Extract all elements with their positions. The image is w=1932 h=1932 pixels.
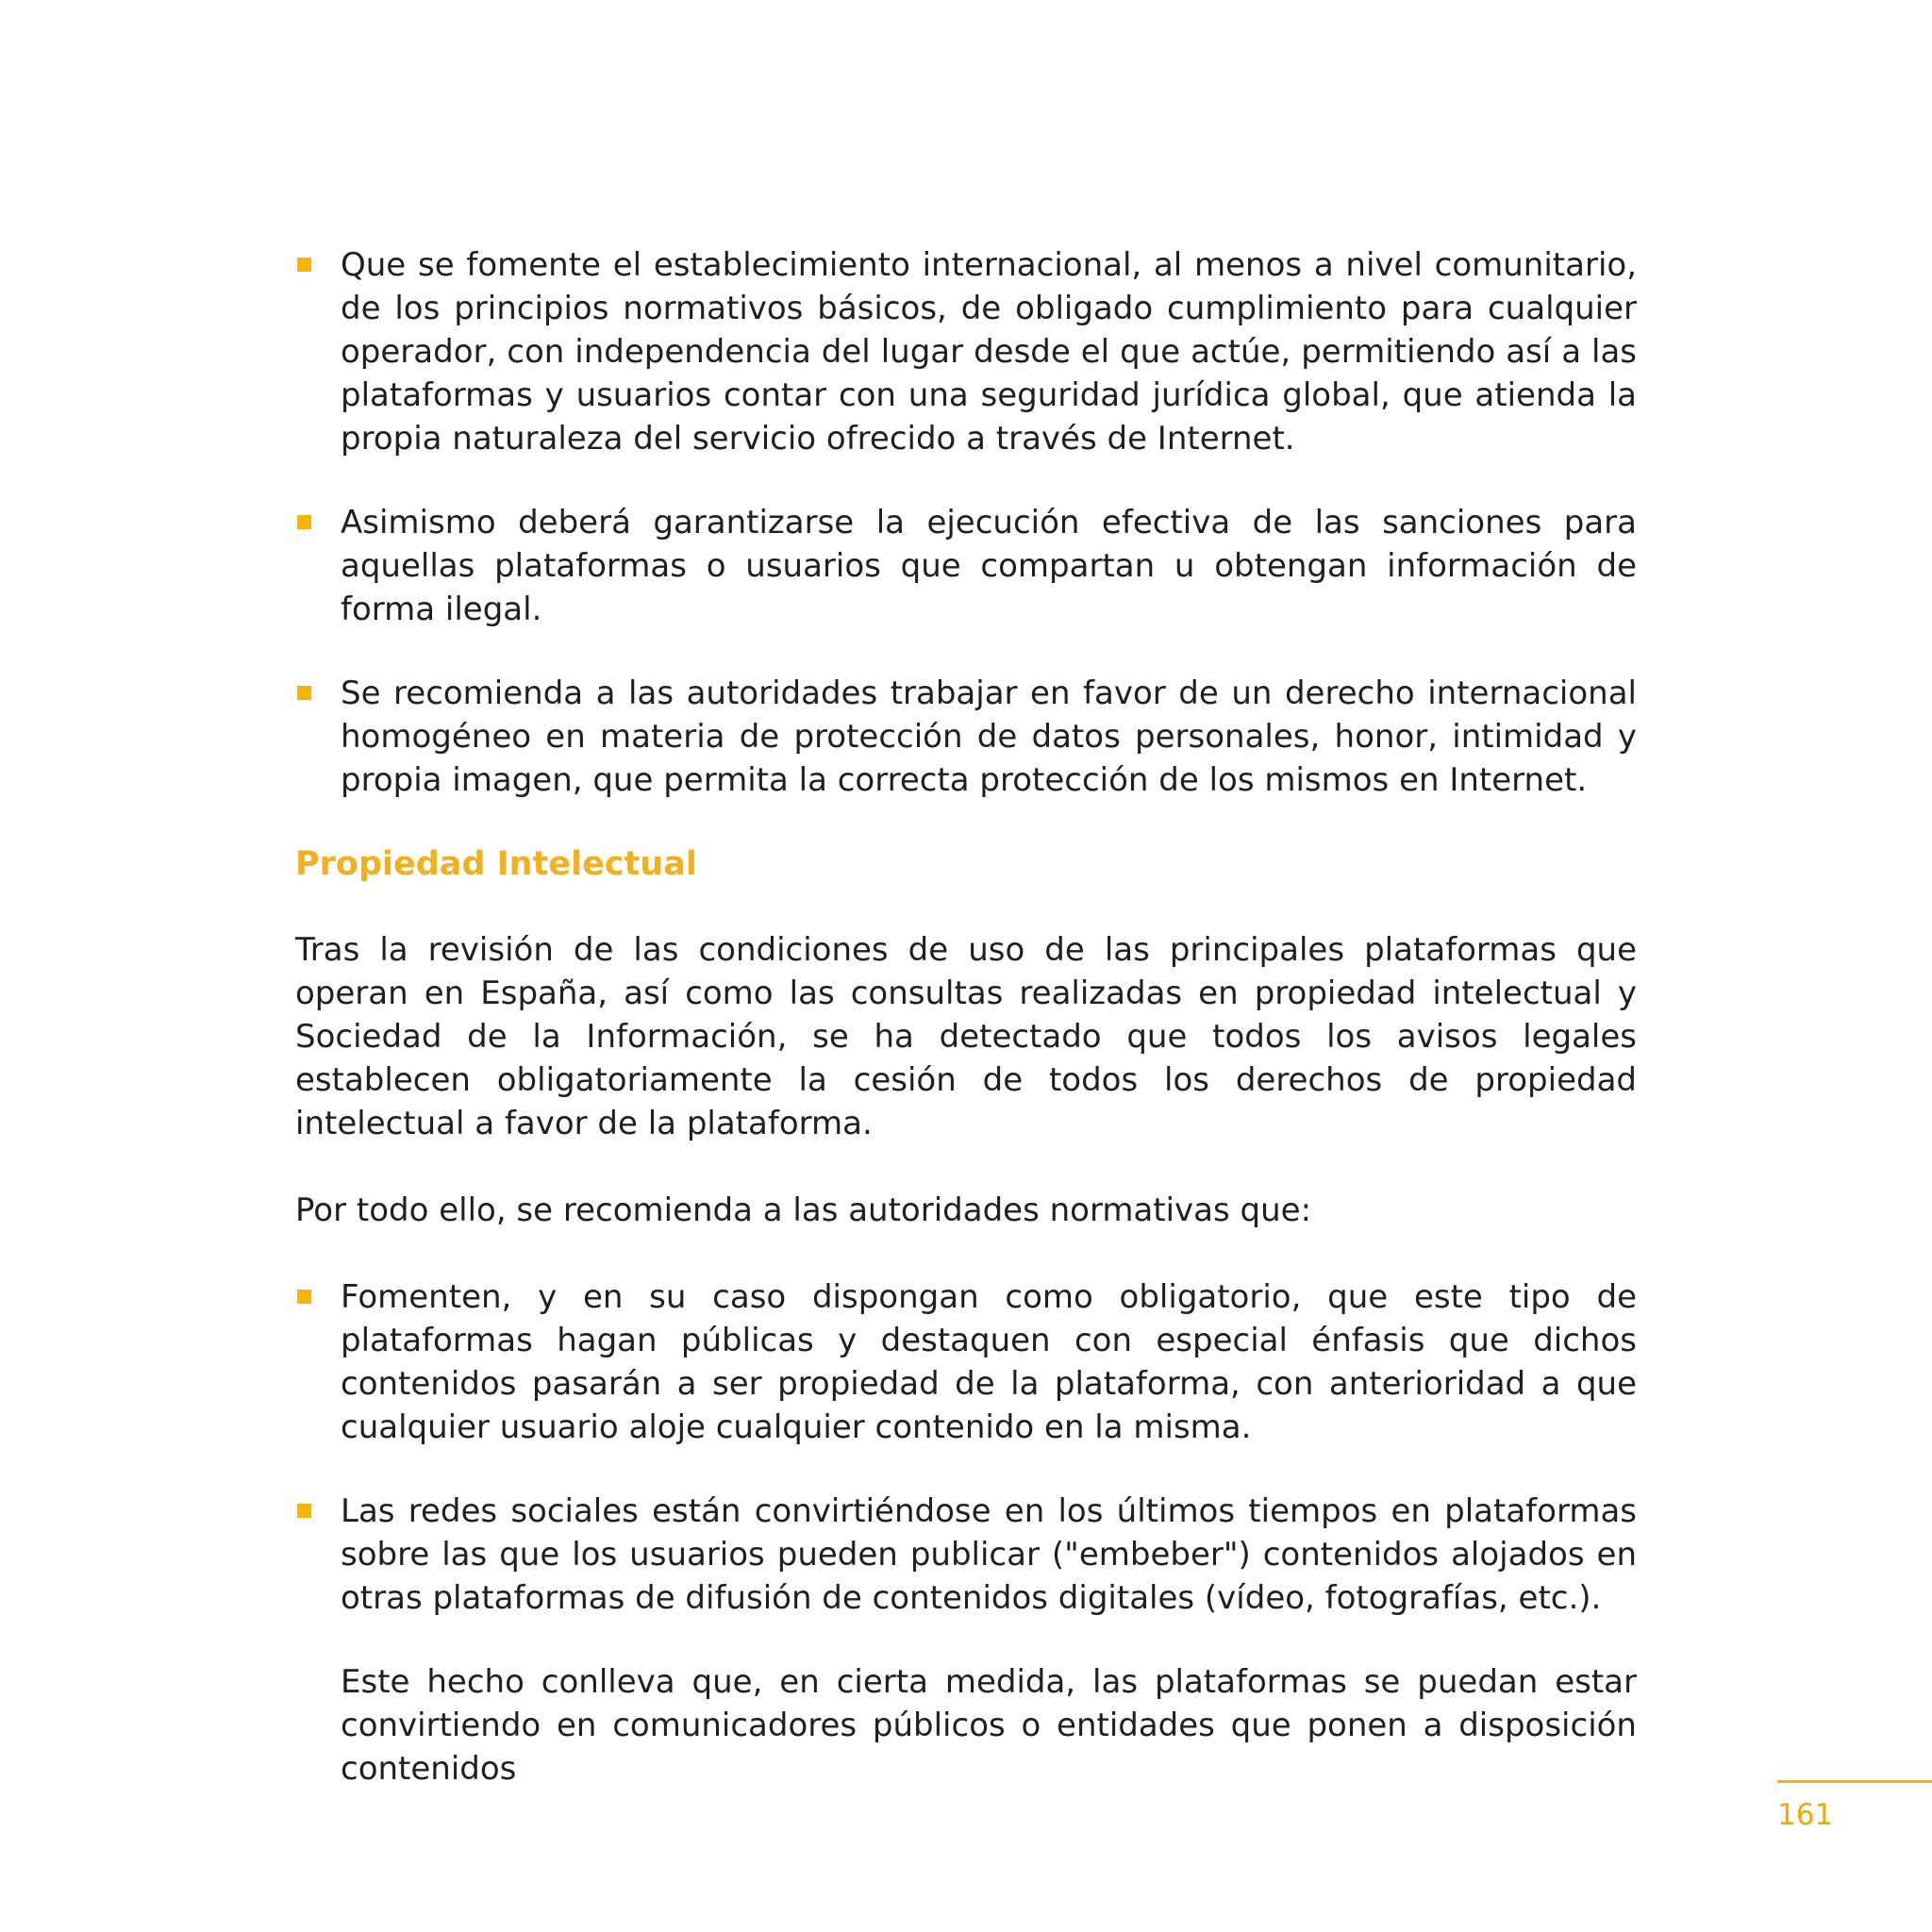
footer-rule <box>1777 1780 1932 1783</box>
square-bullet-icon <box>297 258 311 272</box>
square-bullet-icon <box>297 1504 311 1518</box>
body-paragraph <box>295 1189 1637 1232</box>
list-item-text: Que se fomente el establecimiento internacional, al menos a nivel comunitario, de los principios normativos básicos, de obligado cumplimiento para cualquier operador, con independencia del lugar desde el que actúe, permitiendo así a las plataformas y usuarios contar con una seguridad jurídica global, que atienda la propia naturaleza del servicio ofrecido a través de Internet. <box>341 246 1637 458</box>
list-item-text: Las redes sociales están convirtiéndose en los últimos tiempos en plataformas sobre las que los usuarios pueden publicar ("embeber") contenidos alojados en otras plataformas de difusión de contenidos digitales (vídeo, fotografías, etc.). <box>341 1492 1637 1617</box>
paragraph-text: Por todo ello, se recomienda a las autoridades normativas que: <box>295 1191 1312 1229</box>
list-item <box>295 672 1637 802</box>
list-item-text: Asimismo deberá garantizarse la ejecución efectiva de las sanciones para aquellas plataformas o usuarios que compartan u obtengan información de forma ilegal. <box>341 504 1637 628</box>
list-item <box>295 1490 1637 1620</box>
page-content <box>295 243 1637 1790</box>
list-item-text: Fomenten, y en su caso dispongan como obligatorio, que este tipo de plataformas hagan públicas y destaquen con especial énfasis que dichos contenidos pasarán a ser propiedad de la plataforma, con anterioridad a que cualquier usuario aloje cualquier contenido en la misma. <box>341 1278 1637 1446</box>
page-number: 161 <box>1777 1798 1834 1832</box>
paragraph-text: Tras la revisión de las condiciones de uso de las principales plataformas que operan en España, así como las consultas realizadas en propiedad intelectual y Sociedad de la Información, se ha detectado que todos los avisos legales establecen obligatoriamente la cesión de todos los derechos de propiedad intelectual a favor de la plataforma. <box>295 931 1637 1142</box>
list-item <box>295 501 1637 631</box>
continuation-paragraph: Este hecho conlleva que, en cierta medida, las plataformas se puedan estar convirtiendo en comunicadores públicos o entidades que ponen a disposición contenidos <box>341 1663 1637 1788</box>
section-heading: Propiedad Intelectual <box>295 845 697 883</box>
list-item <box>295 243 1637 460</box>
square-bullet-icon <box>297 1290 311 1304</box>
square-bullet-icon <box>297 515 311 529</box>
list-item-text: Se recomienda a las autoridades trabajar en favor de un derecho internacional homogéneo en materia de protección de datos personales, honor, intimidad y propia imagen, que permita la correcta protección de los mismos en Internet. <box>341 675 1637 799</box>
square-bullet-icon <box>297 686 311 700</box>
list-item <box>295 1275 1637 1449</box>
body-paragraph <box>295 928 1637 1145</box>
